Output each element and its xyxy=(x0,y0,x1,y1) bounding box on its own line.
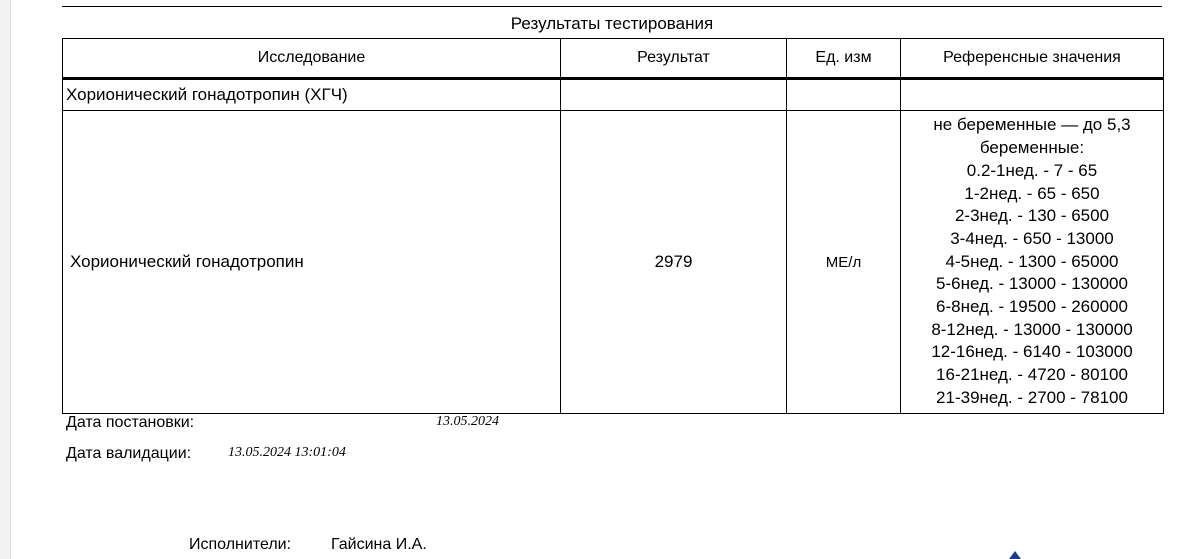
reference-line: 12-16нед. - 6140 - 103000 xyxy=(931,342,1133,362)
group-row xyxy=(63,79,1164,111)
reference-line: беременные: xyxy=(979,138,1085,158)
page-left-edge xyxy=(0,0,11,559)
group-result-cell xyxy=(561,79,787,111)
validation-date-label: Дата валидации: xyxy=(66,445,192,462)
group-name: Хорионический гонадотропин (ХГЧ) xyxy=(63,79,561,111)
column-header-test: Исследование xyxy=(63,39,561,79)
reference-line: 5-6нед. - 13000 - 130000 xyxy=(936,274,1128,294)
registration-date-value: 13.05.2024 xyxy=(436,414,499,429)
group-reference-cell xyxy=(901,79,1164,111)
reference-line: 8-12нед. - 13000 - 130000 xyxy=(931,319,1133,339)
test-name: Хорионический гонадотропин xyxy=(63,111,561,414)
top-rule xyxy=(62,6,1162,7)
reference-line: 2-3нед. - 130 - 6500 xyxy=(954,206,1110,226)
reference-values xyxy=(901,111,1164,414)
column-header-reference: Референсные значения xyxy=(901,39,1164,79)
reference-line: 21-39нед. - 2700 - 78100 xyxy=(936,387,1128,407)
performers-label: Исполнители: xyxy=(189,536,292,553)
reference-line: 6-8нед. - 19500 - 260000 xyxy=(936,297,1128,317)
section-title: Результаты тестирования xyxy=(510,14,714,33)
performers-name: Гайсина И.А. xyxy=(331,536,427,553)
reference-line: 4-5нед. - 1300 - 65000 xyxy=(945,251,1119,271)
reference-line: 1-2нед. - 65 - 650 xyxy=(964,183,1100,203)
results-table xyxy=(62,38,1164,414)
registration-date-label: Дата постановки: xyxy=(66,414,195,431)
reference-line: 3-4нед. - 650 - 13000 xyxy=(950,228,1114,248)
stamp-fragment xyxy=(1009,551,1021,559)
group-unit-cell xyxy=(787,79,901,111)
validation-date-value: 13.05.2024 13:01:04 xyxy=(228,445,346,460)
column-header-result: Результат xyxy=(561,39,787,79)
column-header-unit: Ед. изм xyxy=(787,39,901,79)
table-row xyxy=(63,111,1164,414)
test-unit: МЕ/л xyxy=(787,111,901,414)
test-result: 2979 xyxy=(561,111,787,414)
reference-line: 16-21нед. - 4720 - 80100 xyxy=(936,365,1128,385)
reference-line: не беременные — до 5,3 xyxy=(933,115,1131,135)
reference-line: 0.2-1нед. - 7 - 65 xyxy=(966,160,1098,180)
table-header-row xyxy=(63,39,1164,79)
